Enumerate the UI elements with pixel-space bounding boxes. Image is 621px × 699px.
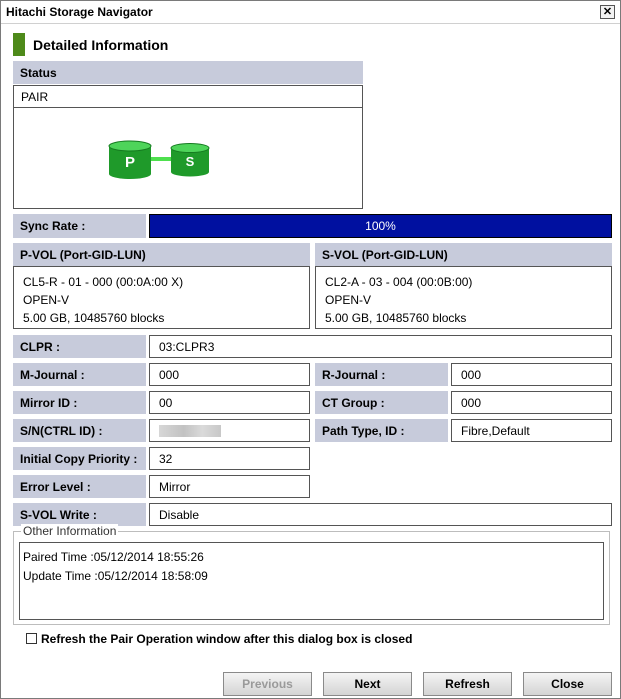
initial-copy-priority-value: 32 xyxy=(149,447,310,470)
path-type-value: Fibre,Default xyxy=(451,419,612,442)
close-button[interactable]: Close xyxy=(523,672,612,696)
mirror-id-label: Mirror ID : xyxy=(13,391,146,414)
pvol-info xyxy=(13,266,310,329)
mirror-id-value: 00 xyxy=(149,391,310,414)
ct-group-label: CT Group : xyxy=(315,391,448,414)
svol-capacity-line: 5.00 GB, 10485760 blocks xyxy=(325,311,467,325)
primary-letter: P xyxy=(124,154,136,171)
window-title: Hitachi Storage Navigator xyxy=(6,5,153,19)
pvol-label: P-VOL (Port-GID-LUN) xyxy=(13,243,310,266)
clpr-value: 03:CLPR3 xyxy=(149,335,612,358)
refresh-after-close-option[interactable] xyxy=(13,628,612,649)
paired-time-line: Paired Time :05/12/2014 18:55:26 xyxy=(23,550,204,564)
other-information-group xyxy=(13,524,610,625)
close-icon[interactable]: ✕ xyxy=(600,5,615,19)
primary-volume-icon xyxy=(109,141,151,179)
path-type-label: Path Type, ID : xyxy=(315,419,448,442)
title-bar[interactable] xyxy=(1,1,620,24)
svol-write-value: Disable xyxy=(149,503,612,526)
page-title: Detailed Information xyxy=(33,37,169,53)
heading-marker xyxy=(13,33,25,56)
svol-write-label: S-VOL Write : xyxy=(13,503,146,526)
refresh-button[interactable]: Refresh xyxy=(423,672,512,696)
pvol-port-line: CL5-R - 01 - 000 (00:0A:00 X) xyxy=(23,275,184,289)
previous-button[interactable]: Previous xyxy=(223,672,312,696)
serial-number-value xyxy=(149,419,310,442)
m-journal-value: 000 xyxy=(149,363,310,386)
secondary-letter: S xyxy=(185,154,195,169)
pair-status-diagram xyxy=(13,108,363,209)
initial-copy-priority-label: Initial Copy Priority : xyxy=(13,447,146,470)
svol-label: S-VOL (Port-GID-LUN) xyxy=(315,243,612,266)
error-level-label: Error Level : xyxy=(13,475,146,498)
redacted-serial xyxy=(159,425,221,437)
pvol-capacity-line: 5.00 GB, 10485760 blocks xyxy=(23,311,165,325)
svol-port-line: CL2-A - 03 - 004 (00:0B:00) xyxy=(325,275,473,289)
status-value: PAIR xyxy=(13,85,363,108)
other-information-text[interactable] xyxy=(19,542,604,620)
error-level-value: Mirror xyxy=(149,475,310,498)
sync-rate-label: Sync Rate : xyxy=(13,214,146,238)
svol-emulation-line: OPEN-V xyxy=(325,293,372,307)
status-label: Status xyxy=(13,61,363,84)
ct-group-value: 000 xyxy=(451,391,612,414)
next-button[interactable]: Next xyxy=(323,672,412,696)
r-journal-label: R-Journal : xyxy=(315,363,448,386)
r-journal-value: 000 xyxy=(451,363,612,386)
refresh-checkbox-label: Refresh the Pair Operation window after this dialog box is closed xyxy=(41,631,413,646)
clpr-label: CLPR : xyxy=(13,335,146,358)
refresh-checkbox[interactable] xyxy=(26,633,37,644)
secondary-volume-icon xyxy=(171,144,209,177)
sync-rate-value: 100% xyxy=(365,219,396,233)
pair-diagram-icon xyxy=(14,108,362,208)
sync-rate-progress-bar xyxy=(149,214,612,238)
pvol-emulation-line: OPEN-V xyxy=(23,293,70,307)
other-information-legend: Other Information xyxy=(23,524,117,538)
update-time-line: Update Time :05/12/2014 18:58:09 xyxy=(23,569,208,583)
serial-number-label: S/N(CTRL ID) : xyxy=(13,419,146,442)
m-journal-label: M-Journal : xyxy=(13,363,146,386)
svol-info xyxy=(315,266,612,329)
